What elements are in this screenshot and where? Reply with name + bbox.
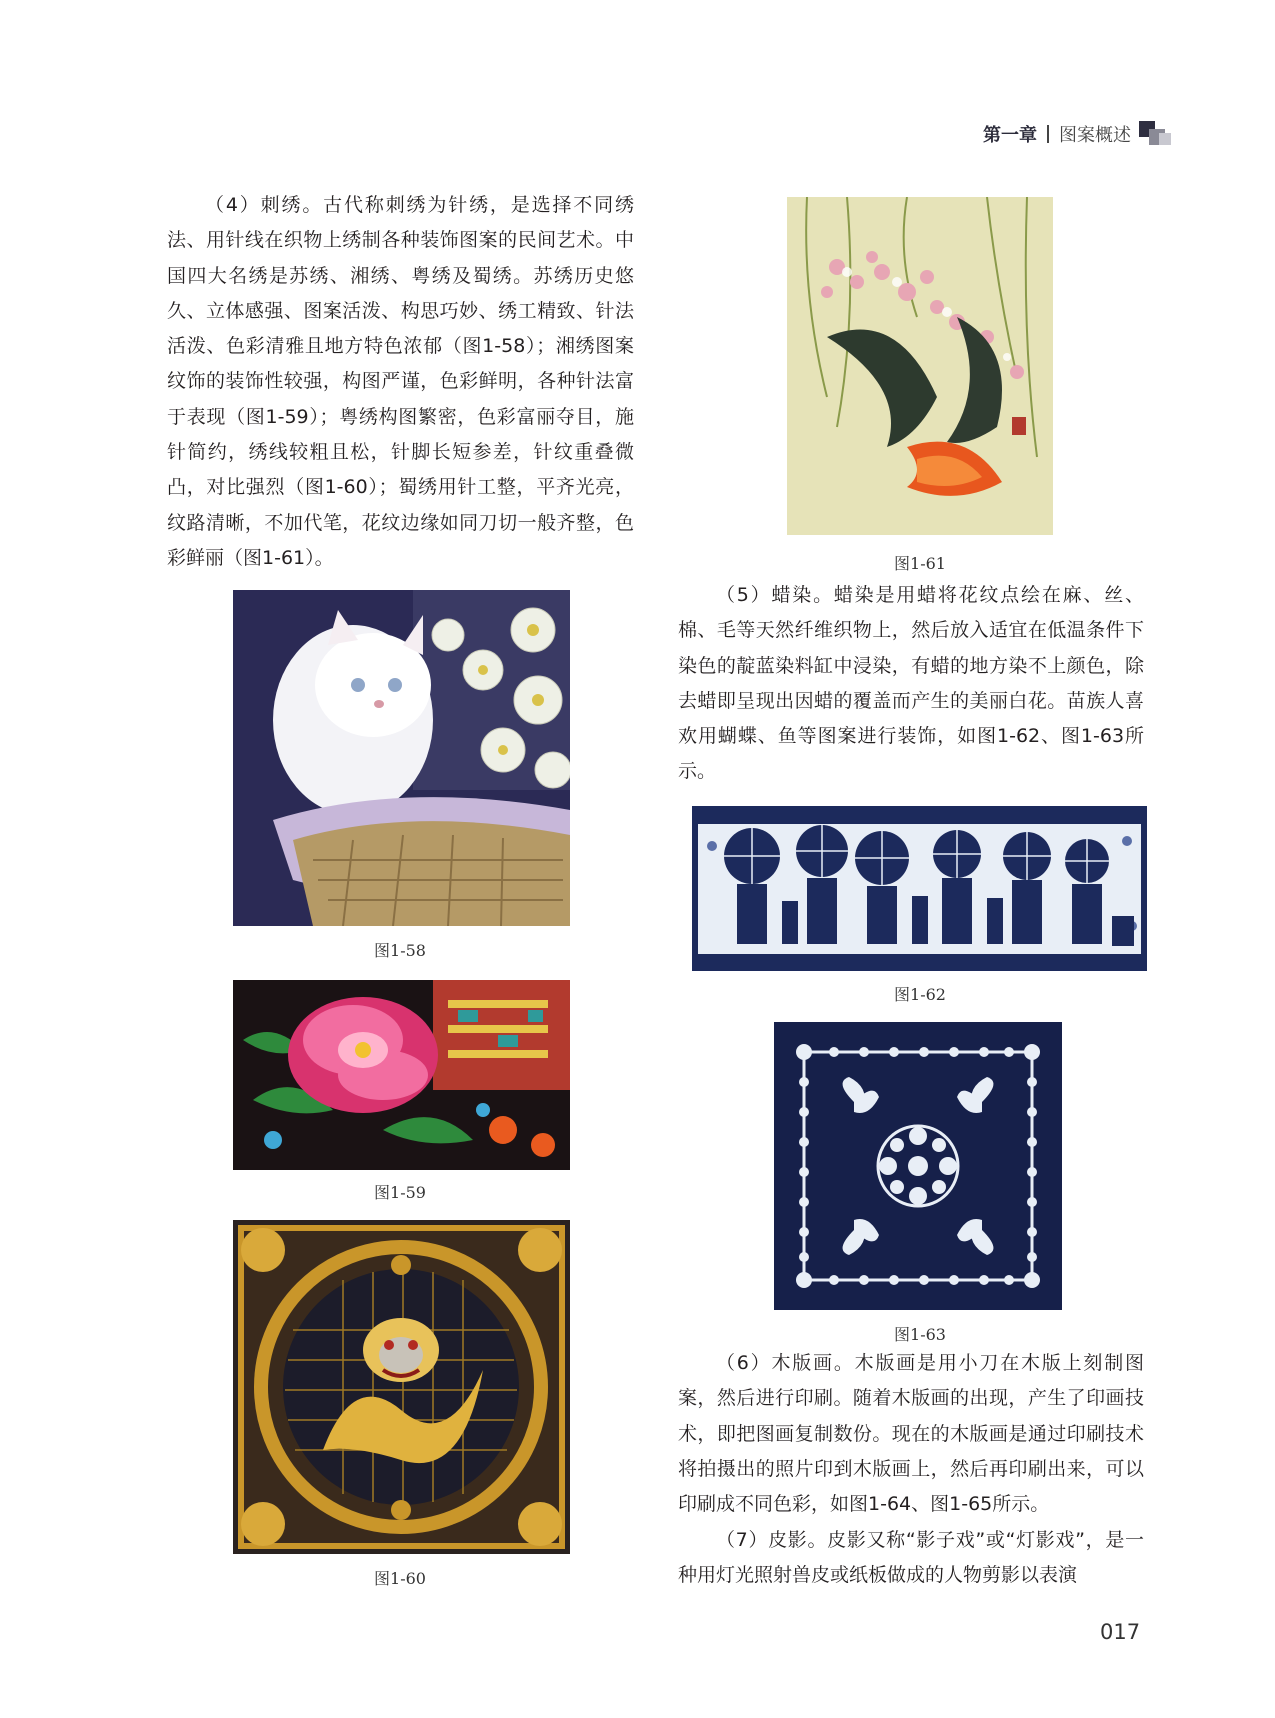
chapter-label: 第一章 <box>983 125 1037 146</box>
figure-1-59-caption: 图1-59 <box>374 1183 426 1202</box>
paragraph-woodblock: （6）木版画。木版画是用小刀在木版上刻制图案，然后进行印刷。随着木版画的出现，产生了印画技术，即把图画复制数份。现在的木版画是通过印刷技术将拍摄出的照片印到木版画上，然后再印刷出来，可以印刷成不同色彩，如图1-64、图1-65所示。 <box>678 1352 1144 1516</box>
paragraph-batik: （5）蜡染。蜡染是用蜡将花纹点绘在麻、丝、棉、毛等天然纤维织物上，然后放入适宜在低温条件下染色的靛蓝染料缸中浸染，有蜡的地方染不上颜色，除去蜡即呈现出因蜡的覆盖而产生的美丽白花。苗族人喜欢用蝴蝶、鱼等图案进行装饰，如图1-62、图1-63所示。 <box>678 584 1144 783</box>
chapter-mark-icon <box>1139 119 1175 149</box>
figure-1-61-image <box>787 197 1053 535</box>
figure-1-60-caption: 图1-60 <box>374 1569 426 1588</box>
header-divider <box>1047 125 1049 143</box>
figure-1-62-caption: 图1-62 <box>894 985 946 1004</box>
figure-1-63-caption: 图1-63 <box>894 1325 946 1344</box>
running-header <box>983 118 1175 150</box>
figure-1-61-caption: 图1-61 <box>894 554 946 573</box>
figure-1-62-image <box>692 806 1147 971</box>
paragraph-embroidery: （4）刺绣。古代称刺绣为针绣，是选择不同绣法、用针线在织物上绣制各种装饰图案的民间艺术。中国四大名绣是苏绣、湘绣、粤绣及蜀绣。苏绣历史悠久、立体感强、图案活泼、构思巧妙、绣工精致、针法活泼、色彩清雅且地方特色浓郁（图1-58）；湘绣图案纹饰的装饰性较强，构图严谨，色彩鲜明，各种针法富于表现（图1-59）；粤绣构图繁密，色彩富丽夺目，施针简约，绣线较粗且松，针脚长短参差，针纹重叠微凸，对比强烈（图1-60）；蜀绣用针工整，平齐光亮，纹路清晰，不加代笔，花纹边缘如同刀切一般齐整，色彩鲜丽（图1-61）。 <box>167 194 634 569</box>
section-label: 图案概述 <box>1059 125 1131 146</box>
figure-1-60-image <box>233 1220 570 1554</box>
figure-1-58-caption: 图1-58 <box>374 941 426 960</box>
page-number: 017 <box>1100 1620 1141 1644</box>
figure-1-63-image <box>774 1022 1062 1310</box>
figure-1-59-image <box>233 980 570 1170</box>
figure-1-58-image <box>233 590 570 926</box>
paragraph-shadow-play: （7）皮影。皮影又称“影子戏”或“灯影戏”，是一种用灯光照射兽皮或纸板做成的人物剪影以表演 <box>678 1529 1144 1587</box>
